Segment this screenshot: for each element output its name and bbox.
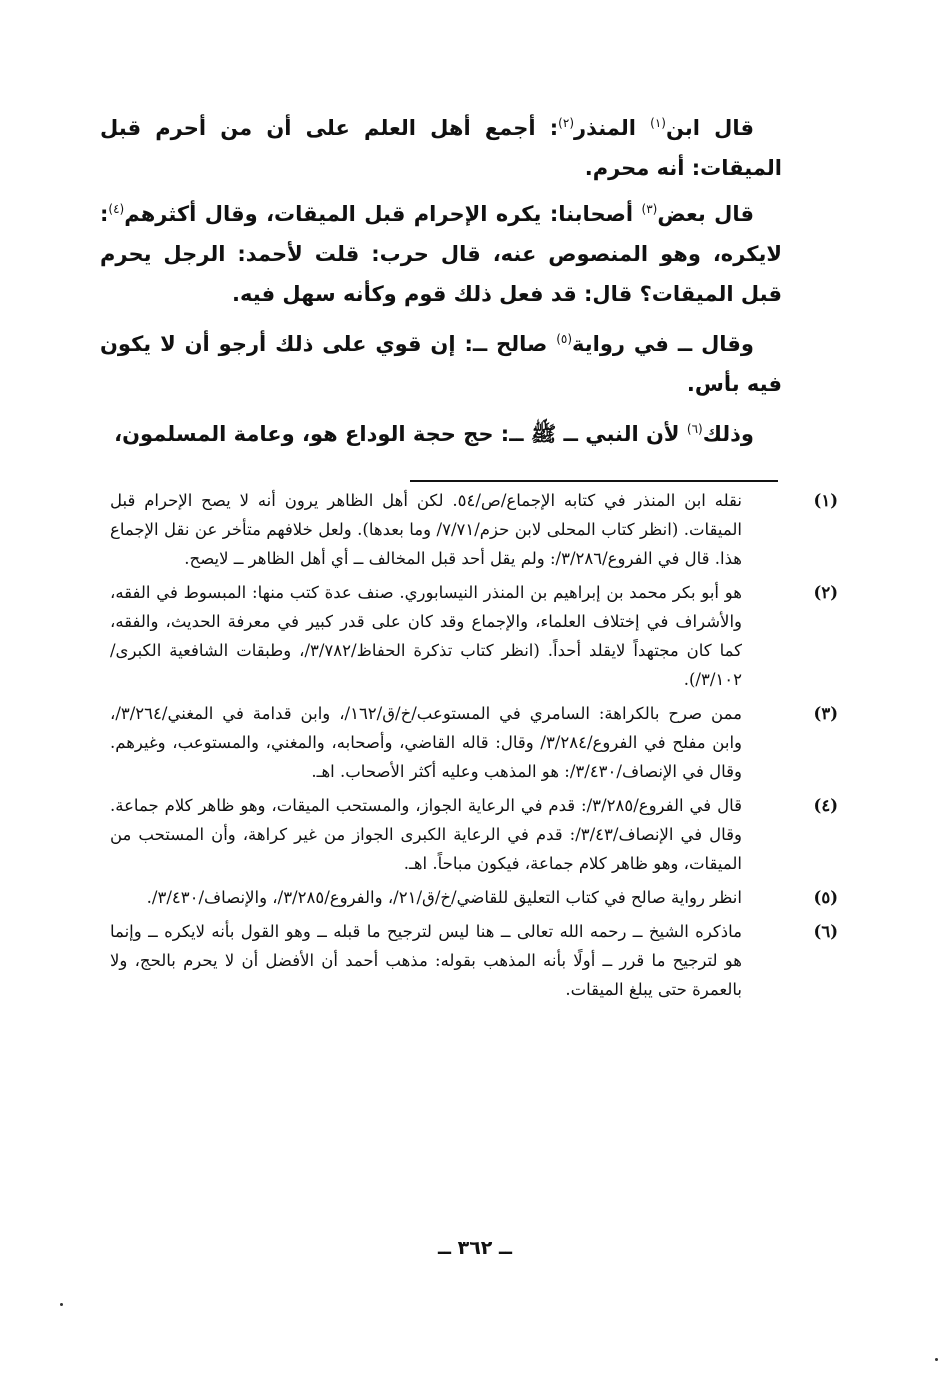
footnote bbox=[110, 578, 838, 694]
text-run: أصحابنا: يكره الإحرام قبل الميقات، وقال أكثرهم bbox=[124, 202, 642, 226]
footnote-number: (٢) bbox=[813, 583, 838, 602]
footnote-text: انظر رواية صالح في كتاب التعليق للقاضي/خ/ق/٢١/، والفروع/٣/٢٨٥/، والإنصاف/٣/٤٣٠/. bbox=[146, 888, 742, 907]
paragraph-1 bbox=[100, 108, 782, 188]
text-run: : لايكره، وهو المنصوص عنه، قال حرب: قلت لأحمد: الرجل يحرم قبل الميقات؟ قال: قد فعل ذلك قوم وكأنه سهل فيه. bbox=[100, 202, 782, 306]
footnote bbox=[110, 699, 838, 786]
text-run: وقال ــ في رواية bbox=[572, 332, 754, 356]
paragraph-3 bbox=[100, 324, 782, 404]
footnote-text: هو أبو بكر محمد بن إبراهيم بن المنذر النيسابوري. صنف عدة كتب منها: المبسوط في الفقه، والأشراف في إختلاف العلماء، والإجماع وقد كان على قدر كبير في معرفة الحديث، والفقه، كما كان مجتهداً لايقلد أحداً. (انظر كتاب تذكرة الحفاظ/٣/٧٨٢/، وطبقات الشافعية الكبرى/٣/١٠٢/). bbox=[110, 583, 743, 689]
footnote-text: قال في الفروع/٣/٢٨٥/: قدم في الرعاية الجواز، والمستحب الميقات، وهو ظاهر كلام جماعة. وقال في الإنصاف/٣/٤٣/: قدم في الرعاية الكبرى الجواز من غير كراهة، وأن المستحب من الميقات، وهو ظاهر كلام جماعة، فيكون مباحاً. اهـ. bbox=[110, 796, 742, 873]
footnote-ref: (٦) bbox=[686, 422, 703, 436]
text-run: وذلك bbox=[702, 422, 754, 446]
footnote-separator bbox=[410, 480, 778, 482]
footnote-ref: (٢) bbox=[558, 116, 574, 130]
page-number: ــ ٣٦٢ ــ bbox=[437, 1237, 512, 1259]
footnote-text: ممن صرح بالكراهة: السامري في المستوعب/خ/ق/١٦٢/، وابن قدامة في المغني/٣/٢٦٤/، وابن مفلح في الفروع/٣/٢٨٤/ وقال: قاله القاضي، وأصحابه، والمغني، والمستوعب، وغيرهم. وقال في الإنصاف/٣/٤٣٠/: هو المذهب وعليه أكثر الأصحاب. اهـ. bbox=[110, 704, 743, 781]
footnote-number: (١) bbox=[813, 491, 838, 510]
text-run: المنذر bbox=[574, 116, 651, 140]
paragraph-2 bbox=[100, 194, 782, 314]
text-run: : أجمع أهل العلم على أن من أحرم قبل الميقات: أنه محرم. bbox=[100, 116, 782, 180]
footnote bbox=[110, 917, 838, 1004]
footnote bbox=[110, 883, 838, 912]
text-run: قال ابن bbox=[665, 116, 754, 140]
main-text bbox=[100, 108, 782, 464]
footnote-text: نقله ابن المنذر في كتابه الإجماع/ص/٥٤. لكن أهل الظاهر يرون أنه لا يصح الإحرام قبل الميقات. (انظر كتاب المحلى لابن حزم/٧/٧١/ وما بعدها). ولعل خلافهم متأخر عن نقل الإجماع هذا. قال في الفروع/٣/٢٨٦/: ولم يقل أحد قبل المخالف ــ أي أهل الظاهر ــ لايصح. bbox=[110, 491, 743, 568]
footnote-number: (٣) bbox=[813, 704, 838, 723]
footnote-number: (٤) bbox=[813, 796, 838, 815]
footnote-number: (٦) bbox=[813, 922, 838, 941]
paragraph-4 bbox=[100, 414, 782, 454]
footnote-ref: (٤) bbox=[108, 202, 125, 216]
footnote bbox=[110, 791, 838, 878]
footnote-ref: (٥) bbox=[556, 332, 573, 346]
text-run: صالح ــ: إن قوي على ذلك أرجو أن لا يكون فيه بأس. bbox=[100, 332, 782, 396]
text-run: قال بعض bbox=[657, 202, 754, 226]
text-run: لأن النبي ــ ﷺ ــ: حج حجة الوداع هو، وعامة المسلمون، bbox=[114, 422, 687, 446]
footnotes bbox=[110, 486, 838, 1009]
footnote-text: ماذكره الشيخ ــ رحمه الله تعالى ــ هنا ليس لترجيح ما قبله ــ وهو القول بأنه لايكره ــ وإنما هو لترجيح ما قرر ــ أولًا بأنه المذهب بقوله: مذهب أحمد أن الأفضل أن لا يحرم بالحج، ولا بالعمرة حتى يبلغ الميقات. bbox=[110, 922, 742, 999]
footnote bbox=[110, 486, 838, 573]
scan-speck bbox=[60, 1303, 63, 1306]
footnote-ref: (٣) bbox=[641, 202, 658, 216]
footnote-number: (٥) bbox=[813, 888, 838, 907]
scan-speck bbox=[935, 1358, 938, 1361]
footnote-ref: (١) bbox=[650, 116, 666, 130]
